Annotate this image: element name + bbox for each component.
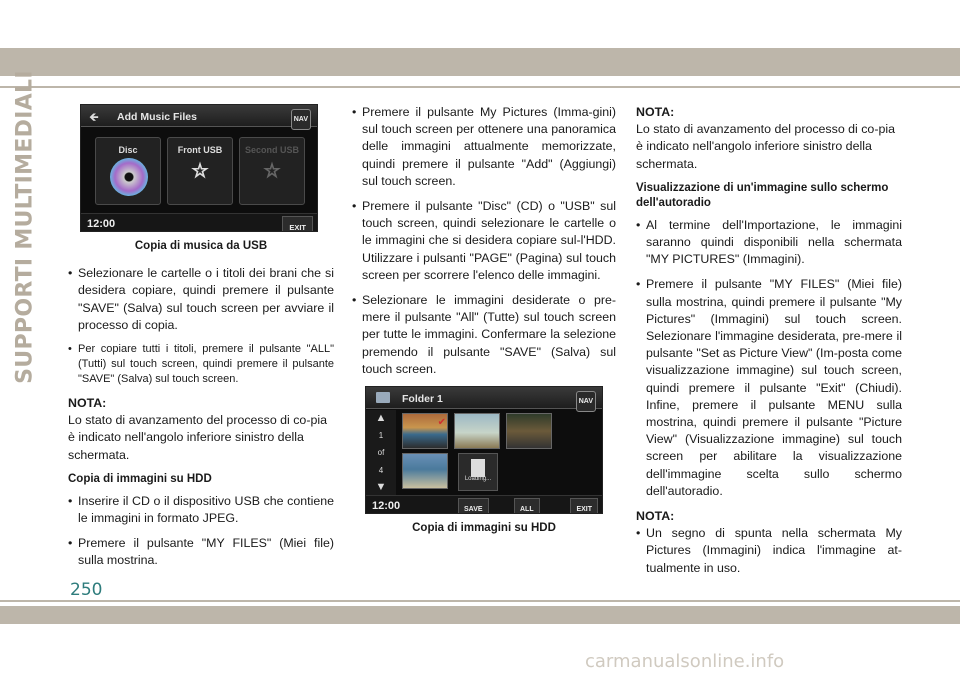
bullet-item: • Premere il pulsante "MY FILES" (Miei file) sulla mostrina. [68, 535, 334, 569]
note-heading: NOTA: [636, 105, 675, 119]
page-number: 250 [70, 580, 103, 600]
checkmark-icon: ✔ [437, 417, 446, 429]
bullet-item: • Un segno di spunta nella schermata My Pictures (Immagini) indica l'immagine at-tualmente in uso. [636, 525, 902, 577]
page-navigator [366, 410, 396, 496]
folder-icon [376, 392, 390, 403]
note-text: Lo stato di avanzamento del processo di co-pia è indicato nell'angolo inferiore sinistro della schermata. [636, 122, 895, 171]
footer-rule [0, 600, 960, 602]
exit-button: EXIT [570, 498, 598, 514]
usb-icon: ⭐︎ [190, 153, 210, 184]
bullet-item: • Premere il pulsante My Pictures (Imma-gini) sul touch screen per ottenere una panoramica delle immagini attualmente memorizzate, quindi premere il pulsante "Add" (Aggiungi) sul touch screen. [352, 104, 616, 190]
header-rule [0, 86, 960, 88]
screen-footer [81, 213, 317, 231]
second-usb-tile-label: Second USB [244, 145, 299, 155]
exit-button: EXIT [282, 216, 313, 232]
note-text: Lo stato di avanzamento del processo di co-pia è indicato nell'angolo inferiore sinistro della schermata. [68, 413, 327, 462]
screen-footer [366, 495, 602, 513]
column-3 [636, 104, 902, 585]
pictures-screen-figure [365, 386, 603, 514]
bullet-item: • Selezionare le immagini desiderate o pre-mere il pulsante "All" (Tutte) sul touch screen per tutte le immagini. Confermare la selezione premendo il pulsante "SAVE" (Salva) sul touch screen. [352, 292, 616, 378]
screen-clock: 12:00 [372, 500, 401, 513]
bullet-item: • Selezionare le cartelle o i titoli dei brani che si desidera copiare, quindi premere il pulsante "SAVE" (Salva) sul touch screen per avviare il processo di copia. [68, 265, 334, 334]
nav-badge: NAV [576, 391, 596, 412]
front-usb-tile-label: Front USB [177, 145, 223, 155]
subsection-heading: Visualizzazione di un'immagine sullo schermo dell'autoradio [636, 181, 889, 209]
disc-icon [110, 158, 148, 196]
screen-title: Add Music Files [117, 111, 197, 123]
screen-title: Folder 1 [402, 393, 443, 406]
loading-label: Loading... [464, 475, 492, 482]
screen-header [366, 387, 602, 409]
disc-tile-label: Disc [118, 145, 138, 155]
subsection-heading: Copia di immagini su HDD [68, 472, 212, 485]
bullet-item: • Inserire il CD o il dispositivo USB che contiene le immagini in formato JPEG. [68, 493, 334, 527]
footer-band [0, 606, 960, 624]
section-title-text: SUPPORTI MULTIMEDIALI [12, 70, 38, 384]
bullet-item: • Al termine dell'Importazione, le immagini saranno quindi disponibili nella schermata "MY PICTURES" (Immagini). [636, 217, 902, 269]
photo-thumbnail [402, 413, 448, 449]
figure-caption: Copia di musica da USB [134, 240, 268, 252]
column-2 [352, 104, 616, 547]
bullet-item: • Premere il pulsante "MY FILES" (Miei file) sulla mostrina, quindi premere il pulsante "My Pictures" (Immagini) sul touch screen. Selezionare l'immagine desiderata, pre-mere il pulsante "Set as Picture View" (Im-posta come visualizzazione immagine) sul touch screen, quindi premere il pulsante "Exit" (Chiudi). Infine, premere il pulsante MENU sulla mostrina, quindi premere il pulsante "Picture View" (Visualizzazione immagine) sul touch screen per abilitare la visualizzazione dell'immagine scelta sullo schermo dell'autoradio. [636, 276, 902, 500]
note-heading: NOTA: [636, 509, 675, 524]
back-arrow-icon: 🡸 [89, 110, 99, 124]
page-of: of [377, 448, 385, 458]
screen-header [81, 105, 317, 127]
column-1 [68, 104, 334, 578]
bullet-item: • Premere il pulsante "Disc" (CD) o "USB" sul touch screen, quindi selezionare le cartelle o le immagini che si desidera copiare sul-l'HDD. Utilizzare i pulsanti "PAGE" (Pagina) sul touch screen per scorrere l'elenco delle immagini. [352, 198, 616, 284]
header-band [0, 48, 960, 76]
nav-badge: NAV [291, 109, 311, 130]
note-heading: NOTA: [68, 396, 107, 411]
section-title [6, 70, 44, 384]
page-total: 4 [378, 465, 384, 475]
arrow-up-icon: ▲ [375, 412, 387, 425]
watermark: carmanualsonline.info [585, 651, 785, 672]
photo-thumbnail [454, 413, 500, 449]
figure-caption: Copia di immagini su HDD [412, 522, 556, 535]
disc-tile [95, 137, 161, 205]
screen-clock: 12:00 [87, 218, 116, 230]
loading-tile [458, 453, 498, 491]
photo-thumbnail [506, 413, 552, 449]
arrow-down-icon: ▼ [375, 480, 387, 493]
front-usb-tile [167, 137, 233, 205]
second-usb-tile [239, 137, 305, 205]
bullet-item: • Per copiare tutti i titoli, premere il pulsante "ALL" (Tutti) sul touch screen, quindi premere il pulsante "SAVE" (Salva) sul touch screen. [68, 342, 334, 387]
all-button: ALL [514, 498, 540, 514]
photo-thumbnail [402, 453, 448, 489]
page-current: 1 [378, 431, 384, 441]
usb-icon: ⭐︎ [262, 153, 282, 184]
save-button: SAVE [458, 498, 489, 514]
music-screen-figure [80, 104, 318, 232]
